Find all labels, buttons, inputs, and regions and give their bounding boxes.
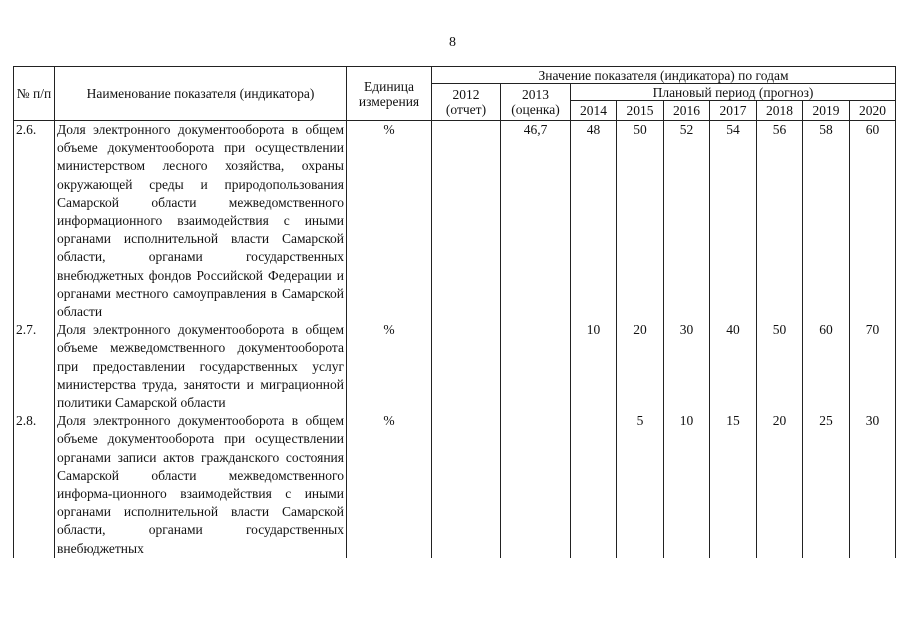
header-year: 2018 — [757, 101, 803, 121]
row-number: 2.8. — [14, 412, 55, 558]
value-2013: 46,7 — [501, 121, 571, 322]
indicator-name: Доля электронного документооборота в общем объеме документооборота при осуществлении министерством лесного хозяйства, охраны окружающей среды и природопользования Самарской области межведомственного информационного взаимодействия с иными органами исполнительной власти Самарской области, органами государственных внебюджетных фондов Российской Федерации и органами местного самоуправления в Самарской области — [55, 121, 347, 322]
table-header — [14, 67, 896, 121]
header-year: 2020 — [850, 101, 896, 121]
value-2014 — [571, 412, 617, 558]
header-values-group: Значение показателя (индикатора) по годам — [432, 67, 896, 84]
row-number: 2.7. — [14, 321, 55, 412]
value-2012 — [432, 321, 501, 412]
value-2016: 52 — [664, 121, 710, 322]
indicator-name: Доля электронного документооборота в общем объеме документооборота при осуществлении органами записи актов гражданского состояния Самарской области межведомственного информа-ционного взаимодействия с иными органами исполнительной власти Самарской области, органами государственных внебюджетных — [55, 412, 347, 558]
value-2019: 58 — [803, 121, 850, 322]
value-2020: 30 — [850, 412, 896, 558]
header-year: 2015 — [617, 101, 664, 121]
indicators-table — [13, 66, 896, 558]
value-2015: 50 — [617, 121, 664, 322]
indicator-unit: % — [347, 412, 432, 558]
header-2012: 2012 (отчет) — [432, 84, 501, 121]
value-2015: 5 — [617, 412, 664, 558]
row-number: 2.6. — [14, 121, 55, 322]
table-row — [14, 121, 896, 322]
page-number: 8 — [449, 35, 456, 50]
indicator-unit: % — [347, 321, 432, 412]
value-2019: 25 — [803, 412, 850, 558]
table-body — [14, 121, 896, 558]
value-2017: 40 — [710, 321, 757, 412]
value-2013 — [501, 412, 571, 558]
indicator-name: Доля электронного документооборота в общем объеме межведомственного документооборота при предоставлении государственных услуг министерства труда, занятости и миграционной политики Самарской области — [55, 321, 347, 412]
value-2017: 54 — [710, 121, 757, 322]
value-2015: 20 — [617, 321, 664, 412]
header-year: 2016 — [664, 101, 710, 121]
header-year: 2019 — [803, 101, 850, 121]
header-year: 2017 — [710, 101, 757, 121]
value-2012 — [432, 412, 501, 558]
value-2018: 56 — [757, 121, 803, 322]
value-2014: 48 — [571, 121, 617, 322]
value-2020: 70 — [850, 321, 896, 412]
table-row — [14, 412, 896, 558]
table-row — [14, 321, 896, 412]
value-2018: 20 — [757, 412, 803, 558]
header-name: Наименование показателя (индикатора) — [55, 67, 347, 121]
value-2020: 60 — [850, 121, 896, 322]
header-2013: 2013 (оценка) — [501, 84, 571, 121]
header-unit: Единица измерения — [347, 67, 432, 121]
indicator-unit: % — [347, 121, 432, 322]
header-planned-group: Плановый период (прогноз) — [571, 84, 896, 101]
header-num: № п/п — [14, 67, 55, 121]
value-2019: 60 — [803, 321, 850, 412]
value-2012 — [432, 121, 501, 322]
value-2014: 10 — [571, 321, 617, 412]
value-2017: 15 — [710, 412, 757, 558]
value-2016: 10 — [664, 412, 710, 558]
header-year: 2014 — [571, 101, 617, 121]
value-2013 — [501, 321, 571, 412]
value-2016: 30 — [664, 321, 710, 412]
value-2018: 50 — [757, 321, 803, 412]
